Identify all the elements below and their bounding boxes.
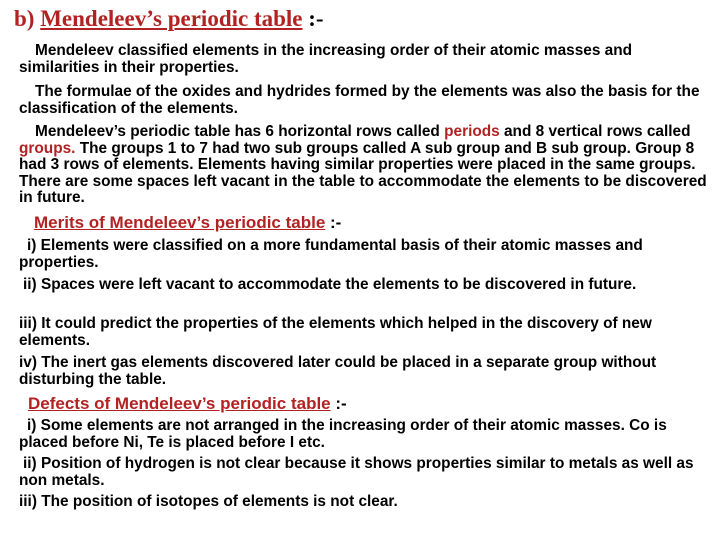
intro-paragraph-3 (19, 124, 709, 207)
defect-item-1 (19, 418, 709, 451)
merits-heading-text: Merits of Mendeleev’s periodic table (34, 213, 326, 232)
merit-text-3: iii) It could predict the properties of the elements which helped in the discovery of new elements. (19, 315, 652, 349)
intro-text-3c: The groups 1 to 7 had two sub groups called A sub group and B sub group. Group 8 had 3 rows of elements. Elements having similar properties were placed in the same groups. There are some spaces left vacant in the table to accommodate the elements to be discovered in future. (19, 139, 707, 207)
merits-heading-suffix: :- (325, 213, 342, 232)
title-name: Mendeleev’s periodic table (40, 6, 303, 31)
merit-item-4 (19, 355, 709, 388)
periods-highlight: periods (444, 123, 500, 140)
merit-text-4: iv) The inert gas elements discovered later could be placed in a separate group without disturbing the table. (19, 354, 657, 388)
merit-text-1: i) Elements were classified on a more fundamental basis of their atomic masses and properties. (19, 237, 643, 271)
defect-text-1: i) Some elements are not arranged in the increasing order of their atomic masses. Co is placed before Ni, Te is placed before I etc. (19, 417, 667, 451)
intro-paragraph-1 (19, 43, 709, 76)
defects-heading-text: Defects of Mendeleev’s periodic table (28, 394, 331, 413)
defects-heading (28, 394, 347, 414)
merit-text-2: ii) Spaces were left vacant to accommodate the elements to be discovered in future. (23, 276, 637, 293)
groups-highlight: groups. (19, 139, 76, 157)
defect-text-3: iii) The position of isotopes of elements is not clear. (19, 493, 398, 510)
intro-paragraph-2 (19, 84, 709, 117)
page-title (14, 6, 324, 32)
intro-text-1: Mendeleev classified elements in the increasing order of their atomic masses and similarities in their properties. (19, 42, 633, 76)
title-prefix: b) (14, 6, 41, 31)
defects-heading-suffix: :- (330, 394, 347, 413)
title-suffix: :- (302, 6, 324, 31)
intro-text-3b: and 8 vertical rows called (499, 123, 691, 140)
intro-text-2: The formulae of the oxides and hydrides formed by the elements was also the basis for the classification of the elements. (19, 83, 700, 117)
defect-item-2 (19, 456, 709, 489)
merits-heading (34, 213, 341, 233)
intro-text-3a: Mendeleev’s periodic table has 6 horizontal rows called (35, 123, 445, 140)
merit-item-3 (19, 316, 709, 349)
merit-item-2 (19, 277, 709, 294)
merit-item-1 (19, 238, 709, 271)
defect-item-3 (19, 494, 709, 511)
defect-text-2: ii) Position of hydrogen is not clear because it shows properties similar to metals as well as non metals. (19, 455, 694, 489)
